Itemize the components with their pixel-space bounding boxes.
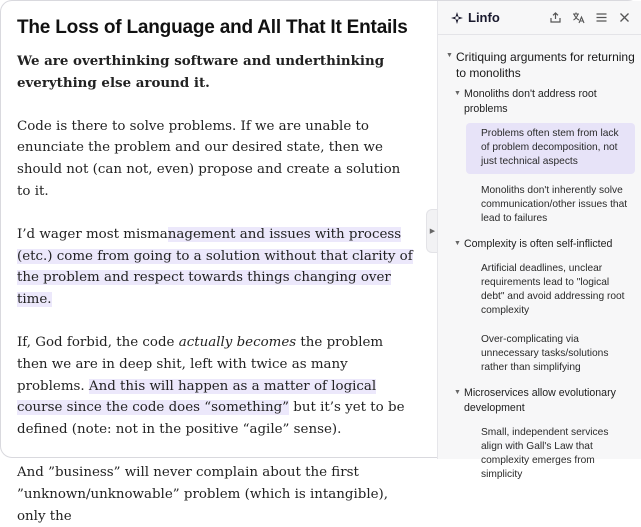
- tree-node-label: Microservices allow evolutionary development: [464, 387, 616, 414]
- highlighted-text[interactable]: And this will happen as a matter of logical course since the code does “something”: [17, 378, 377, 416]
- tree-root-node[interactable]: [446, 49, 635, 487]
- share-icon[interactable]: [549, 11, 562, 24]
- article-title: The Loss of Language and All That It Entails: [17, 17, 408, 38]
- tree-group-node[interactable]: [454, 237, 635, 380]
- tree-leaf-item[interactable]: Problems often stem from lack of problem decomposition, not just technical aspects: [466, 123, 635, 174]
- brand: [450, 10, 500, 25]
- caret-down-icon[interactable]: ▼: [454, 240, 461, 247]
- paragraph-text: I’d wager most misma: [17, 226, 168, 242]
- tree-leaf-item[interactable]: Artificial deadlines, unclear requirements lead to "logical debt" and avoid addressing root complexity: [481, 263, 625, 316]
- emphasis-text: actually becomes: [178, 334, 297, 350]
- caret-down-icon[interactable]: ▼: [454, 90, 461, 97]
- article: [17, 15, 417, 527]
- tree-group-node[interactable]: [454, 87, 635, 231]
- linfo-sidebar: [437, 1, 641, 480]
- article-paragraph: [17, 332, 417, 441]
- tree-leaf-item[interactable]: Small, independent services align with Gall's Law that complexity emerges from simplicity: [481, 427, 609, 480]
- paragraph-text: the problem then we are in deep shit, left with twice as many problems.: [17, 334, 384, 394]
- linfo-logo-icon: [450, 11, 464, 25]
- tree-node-label: Critiquing arguments for returning to monoliths: [456, 50, 635, 80]
- article-paragraph: Code is there to solve problems. If we are unable to enunciate the problem and our desired state, then we should not (can not, even) propose and create a solution to it.: [17, 118, 401, 199]
- mindmap-tree: [438, 35, 641, 487]
- brand-name: Linfo: [468, 10, 500, 25]
- caret-down-icon[interactable]: ▼: [446, 52, 453, 59]
- menu-icon[interactable]: [595, 11, 608, 24]
- close-icon[interactable]: [618, 11, 631, 24]
- tree-node-label: Monoliths don't address root problems: [464, 88, 597, 115]
- highlighted-text[interactable]: nagement and issues with process (etc.) come from going to a solution without that clarity of the problem and respect towards things changing over time.: [17, 226, 413, 308]
- tree-group-node[interactable]: [454, 386, 635, 487]
- header-actions: [549, 11, 631, 24]
- caret-down-icon[interactable]: ▼: [454, 389, 461, 396]
- article-paragraph: [17, 224, 417, 311]
- article-paragraph: And ”business” will never complain about the first ”unknown/unknowable” problem (which is intangible), only the: [17, 464, 389, 524]
- paragraph-text: If, God forbid, the code: [17, 334, 179, 350]
- tree-leaf-item[interactable]: Over-complicating via unnecessary tasks/solutions rather than simplifying: [481, 334, 609, 373]
- chevron-right-icon: ▶: [429, 227, 436, 235]
- article-lead: We are overthinking software and underthinking everything else around it.: [17, 53, 385, 91]
- sidebar-header: [438, 1, 641, 35]
- paragraph-text: but it’s yet to be defined (note: not in the positive “agile” sense).: [17, 400, 405, 438]
- tree-node-label: Complexity is often self-inflicted: [464, 238, 613, 250]
- translate-icon[interactable]: [572, 11, 585, 24]
- tree-leaf-item[interactable]: Monoliths don't inherently solve communication/other issues that lead to failures: [481, 185, 628, 224]
